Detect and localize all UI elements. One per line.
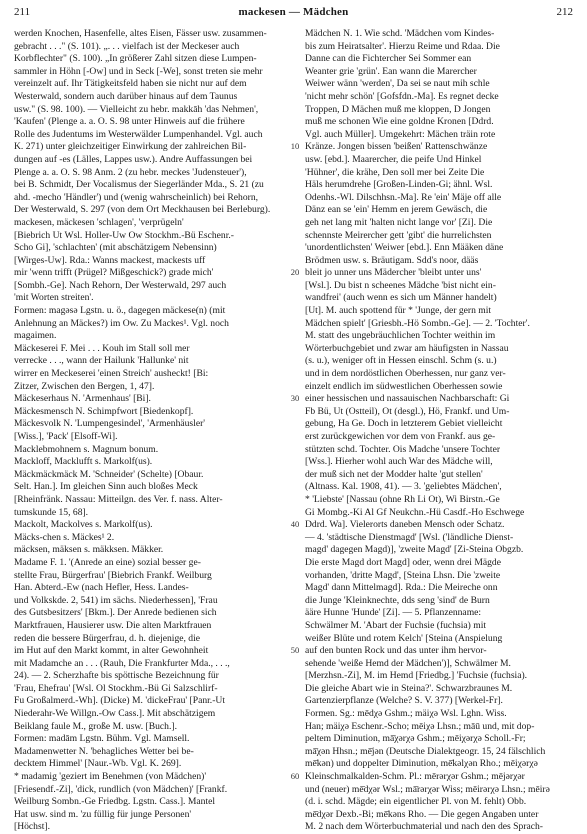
text-line: Danne can die Fichtercher Sei Sommer ean [305,53,472,65]
text-line: [Merzhsn.-Zi], M. im Hemd [Friedbg.] 'Fuchsie (fuchsia). [305,670,528,682]
text-line: mackesen, mäckesen 'schlagen', 'verprügeln' [14,216,184,228]
text-line: Weanter grie 'grün'. Ean wann die Marercher [305,65,477,77]
text-line: ahd. -mecho 'Händler') und (wenig wahrscheinlich) bei Rehorn, [14,191,259,203]
text-line: Madamenwetter N. 'behagliches Wetter bei be- [14,745,194,757]
text-line: K. 271) unter gleichzeitiger Einwirkung der zahlreichen Bil- [14,141,247,153]
text-line: Häls herumdrehe [Großen-Linden-Gi; ähnl. Wsl. [305,179,493,191]
text-line: und Volkskde. 2, 541) im sächs. Niederhessen], 'Frau [14,594,218,606]
text-line: Han. Abterd.-Ew (nach Hefler, Hess. Landes- [14,582,189,594]
text-line: Vgl. auch Müller]. Umgekehrt: Mächen träin rote [305,128,496,140]
text-line: Mädchen N. 1. Wie schd. 'Mädchen vom Kindes- [305,28,495,39]
text-line: Dänz ean se 'ein' Hemm en jerem Gewäsch, die [305,204,488,216]
text-line: 'mit Worten streiten'. [14,292,94,304]
text-line: einzelt endlich im südwestlichen Oberhessen sowie [305,380,503,392]
text-line: [Ut]. M. auch spottend für * 'Junge, der gern mit [305,305,492,317]
text-line: Formen. Sg.: mēdχә Gshm.; mäiχә Wsl. Lghn. Wiss. [305,708,507,720]
text-line: bis zum Heiratsalter'. Hierzu Reime und Rdaa. Die [305,40,500,52]
text-line: Marktfrauen, Hausierer usw. Die alten Marktfrauen [14,619,212,631]
text-line: Beiklang faule M., große M. usw. [Buch.]. [14,720,177,732]
text-line: Mäckesmensch N. Schimpfwort [Biedenkopf]. [14,405,194,417]
text-line: Hat usw. sind m. 'zu füllig für junge Personen' [14,808,192,820]
text-line: geh net lang mit 'halten nicht lange vor' [Zi]. Die [305,216,493,228]
text-line: Selt. Han.]. Im gleichen Sinn auch bloßes Meck [14,481,198,493]
text-line: Macklebmohnem s. Magnum bonum. [14,443,159,455]
text-line: Schwälmer M. 'Abart der Fuchsie (fuchsia) mit [305,619,487,631]
text-line: bleit jo unner uns Mädercher 'bleibt unter uns' [305,267,482,279]
page-header [14,6,573,24]
text-line: muß me schonen Wie eine goldne Kronen [Ddrd. [305,116,494,128]
text-line: Fb Bü, Ut (Ostteil), Ot (desgl.), Hö, Frankf. und Um- [305,405,510,417]
text-line: Han; mäiχә Eschenr.-Scho; mēiχә Lhsn.; māū und, mit dop- [305,720,535,732]
text-line: im Hut auf den Markt kommt, in alter Gewohnheit [14,645,209,657]
text-line: sammler in Höhn [-Ow] und in Seck [-We], sonst treten sie mehr [14,65,263,77]
text-line: Mäcks-chen s. Mäckes¹ 2. [14,531,115,543]
text-line: sehende 'weiße Hemd der Mädchen')], Schwälmer M. [305,657,511,669]
line-number: 60 [290,771,300,782]
text-line: mē̄dχәr Dexb.-Bi; mē̄kәns Rho. — Die gegen Angaben unter [305,808,539,820]
text-line: mit Madamche an . . . (Rauh, Die Frankfurter Mda., . . ., [14,657,230,669]
text-line: werden Knochen, Hasenfelle, altes Eisen, Fässer usw. zusammen- [14,28,267,39]
text-line: peltem Diminution, mā̄χәrχә Gshm.; mēiχәrχә Scholl.-Fr; [305,733,526,745]
text-line: Gi Mombg.-Ki Al Gf Neukchn.-Hü Casdf.-Ho Eschwege [305,506,525,518]
text-line: Rolle des Judentums im Westerwälder Lumpenhandel. Vgl. auch [14,128,263,140]
line-number: 20 [290,267,300,278]
text-line: verrecke . . ., wann der Hailunk 'Hallunke' nit [14,355,189,367]
page-number-left: 211 [14,6,31,18]
text-line: 'nicht mehr schön' [Gofsfdn.-Ma]. Es regnet decke [305,90,499,102]
text-line: Kränze. Jongen bissen 'beißen' Rattenschwänze [305,141,488,153]
line-number: 30 [290,393,300,404]
text-line: Mäckeserei F. Mei . . . Kouh im Stall soll mer [14,342,190,354]
text-line: [Wsl.]. Du bist n scheenes Mädche 'bist nicht ein- [305,279,496,291]
text-line: Scho Gi], 'schlachten' (mit abschätzigem Nebensinn) [14,242,217,254]
text-line: decktem Himmel' [Naur.-Wb. Vgl. K. 269]. [14,758,182,770]
text-line: auf den bunten Rock und das unter ihm hervor- [305,645,487,657]
line-number-gutter [287,28,303,790]
text-line: (d. i. schd. Mägde; ein eigentlicher Pl. von M. fehlt) Obb. [305,796,527,808]
text-line: der muß sich net der Modder halte 'gut stellen' [305,468,483,480]
text-line: [Friesendf.-Zi], 'dick, rundlich (von Mädchen)' [Frankf. [14,783,228,795]
text-line: usw. [ebd.]. Maarercher, die peife Und Hinkel [305,153,482,165]
text-line: Kleinschmalkalden-Schm. Pl.: mērәrχәr Gshm.; mējәrχәr [305,771,525,783]
text-line: dungen auf -es (Lälles, Lappes usw.). Andre Auffassungen bei [14,153,253,165]
text-line: Weilburg Sombn.-Ge Friedbg. Lgstn. Cass.]. Mantel [14,796,216,808]
text-line: Anlehnung an Mäckes?) im Ow. Zu Mackes¹. Vgl. noch [14,317,229,329]
text-line: [Höchst]. [14,821,50,833]
text-line: des Gutsbesitzers' [Bkm.]. Der Anrede bedienen sich [14,607,217,619]
text-line: mäcksen, mäksen s. mäkksen. Mäkker. [14,544,164,556]
text-line: Fu Großalmerd.-Wh]. (Dicke) M. 'dickeFrau' [Panr.-Ut [14,695,225,707]
text-line: stützten schd. Tochter. Ois Madche 'unsere Tochter [305,443,501,455]
text-line: und (neuer) mē̄dχәr Wsl.; mā̄rәrχәr Wiss; mēirәrχә Lhsn.; mēirә [305,783,550,795]
text-line: * 'Liebste' [Nassau (ohne Rh Li Ot), Wi Birstn.-Ge [305,493,500,505]
text-line: Plenge a. a. O. S. 98 Anm. 2 (zu hebr. meckes 'Judensteuer'), [14,166,247,178]
text-line: Brödmen usw. s. Bräutigam. Sdd's noor, dääs [305,254,479,266]
text-line: mir 'wenn trifft (Prügel? Mißgeschick?) grade mich' [14,267,214,279]
text-line: Der Westerwald, S. 297 (von dem Ort Meckhausen bei Berleburg). [14,204,271,216]
text-line: Westerwald, sondern auch darüber hinaus auf dem Taunus [14,90,238,102]
text-line: (s. u.), weniger oft in Hessen einschl. Schm (s. u.) [305,355,497,367]
text-line: 'Hühner', die krähe, Den soll mer bei Zeite Die [305,166,485,178]
text-line: Mäckeserhaus N. 'Armenhaus' [Bi]. [14,393,151,405]
text-line: stellte Frau, Bürgerfrau' [Biebrich Frankf. Weilburg [14,569,212,581]
text-line: 24). — 2. Scherzhafte bis spöttische Bezeichnung für [14,670,219,682]
text-line: weißer Blüte und rotem Kelch' [Steina (Anspielung [305,632,503,644]
text-line: schennste Meirercher gett 'gibt' die hurrelichsten [305,229,492,241]
text-line: M. 2 nach dem Wörterbuchmaterial und nach den des Sprach- [305,821,543,833]
text-line: magd' dagegen Magd)], 'zweite Magd' [Zi-Steina Obgzb. [305,544,524,556]
text-line: Mackloff, Macklufft s. Markolf(us). [14,456,153,468]
text-line: mē̄kәn) und doppelter Diminution, mē̄kәlχәn Rho.; mēiχәrχә [305,758,538,770]
text-line: Zitzer, Zwischen den Bergen, 1, 47]. [14,380,155,392]
text-line: Korbflechter" (S. 100). „In größerer Zahl sitzen diese Lumpen- [14,53,257,65]
line-number: 50 [290,645,300,656]
running-head: mackesen — Mädchen [238,6,349,18]
text-line: und in dem nordöstlichen Oberhessen, nur ganz ver- [305,368,506,380]
text-line: mā̄χәn Hhsn.; mē̄jәn (Deutsche Dialektgeogr. 15, 24 fälschlich [305,745,546,757]
page-number-right: 212 [556,6,573,18]
text-line: [Wiss.], 'Pack' [Elsoff-Wi]. [14,431,118,442]
text-line: bei B. Schmidt, Der Vocalismus der Siegerländer Mda., S. 21 (zu [14,179,264,191]
text-line: 'Kaufen' (Plenge a. a. O. S. 98 unter Hinweis auf die frühere [14,116,245,128]
text-line: wirrer en Meckeserei 'einen Streich' ausheckt! [Bi: [14,368,209,380]
left-column [14,28,282,833]
text-line: reden die bessere Bürgerfrau, d. h. diejenige, die [14,632,201,644]
text-line: ääre Hunne 'Hunde' [Zi]. — 5. Pflanzenname: [305,607,482,619]
text-line: Die erste Magd dort Magd] oder, wenn drei Mägde [305,556,501,568]
line-number: 40 [290,519,300,530]
text-line: Niederahr-We Willgn.-Ow Cass.]. Mit abschätzigem [14,708,216,720]
text-line: [Biebrich Ut Wsl. Holler-Uw Ow Stockhm.-Bü Eschenr.- [14,229,234,241]
line-number: 10 [290,141,300,152]
text-line: (Altnass. Kal. 1908, 41). — 3. 'geliebtes Mädchen', [305,481,502,493]
text-line: Formen: madām Lgstn. Bühm. Vgl. Mamsell. [14,733,190,745]
text-line: wandfrei' (auch wenn es sich um Männer handelt) [305,292,497,304]
text-line: vereinzelt auf. Ihr Tätigkeitsfeld haben sie nicht nur auf dem [14,78,247,90]
text-line: Mädchen spielt' [Griesbh.-Hö Sombn.-Ge]. — 2. 'Tochter'. [305,317,530,329]
text-line: die Junge 'Kleinknechte, dds seng 'sind' de Burn [305,594,490,606]
text-line: einer hessischen und nassauischen Nachbarschaft: Gi [305,393,510,405]
text-line: Troppen, D Mächen muß me kloppen, D Jongen [305,103,491,115]
right-column [305,28,573,833]
text-line: usw." (S. 98. 100). — Vielleicht zu hebr. makkāh 'das Nehmen', [14,103,259,115]
text-line: Weiwer wänn 'werden', Da sei se naut mih schle [305,78,490,90]
text-line: [Rheinfränk. Nassau: Mitteilgn. des Ver. f. nass. Alter- [14,493,223,505]
text-line: Die gleiche Abart wie in Steina?'. Schwarzbraunes M. [305,682,513,694]
text-line: Wörterbuchgebiet und zwar am häufigsten in Nassau [305,342,509,354]
text-line: erst zurückgewichen vor dem von Frankf. aus ge- [305,431,496,442]
text-line: Mäckesvolk N. 'Lumpengesindel', 'Armenhäusler' [14,418,206,430]
text-line: vorhanden, 'dritte Magd', [Steina Lhsn. Die 'zweite [305,569,501,581]
text-line: Mäckmäckmäck M. 'Schneider' (Schelte) [Obaur. [14,468,204,480]
text-line: magaimen. [14,330,57,342]
text-line: gebracht . . ." (S. 101). „. . . vielfach ist der Meckeser auch [14,40,240,52]
text-line: [Sombh.-Ge]. Nach Rehorn, Der Westerwald, 297 auch [14,279,227,291]
text-line: [Wirges-Uw]. Rda.: Wanns mackest, mackests uff [14,254,206,266]
text-line: Gartenzierpflanze (Welche? S. V. 377) [Werkel-Fr]. [305,695,503,707]
text-line: Magd' dann Mittelmagd]. Rda.: Die Meireche onn [305,582,498,594]
text-line: 'Frau, Ehefrau' [Wsl. Ol Stockhm.-Bü Gi Salzschlirf- [14,682,218,694]
text-line: Odenhs.-Wl. Dilschhsn.-Ma]. Re 'ein' Mäje off alle [305,191,502,203]
text-line: Formen: magәsә Lgstn. u. ö., dagegen mäckese(n) (mit [14,305,226,317]
text-line: — 4. 'städtische Dienstmagd' [Wsl. ('ländliche Dienst- [305,531,514,543]
text-line: [Wss.]. Hierher wohl auch War des Mädche will, [305,456,493,468]
text-line: gebung, Ha Ge. Doch in letzterem Gebiet vielleicht [305,418,503,430]
text-line: tumskunde 15, 68]. [14,506,89,518]
text-line: Madame F. 1. '(Anrede an eine) sozial besser ge- [14,556,201,568]
text-line: Ddrd. Wa]. Vielerorts daneben Mensch oder Schatz. [305,519,505,531]
text-line: M. statt des ungebräuchlichen Tochter weithin im [305,330,496,342]
text-line: * madamig 'geziert im Benehmen (von Mädchen)' [14,771,207,783]
text-line: Mackolt, Mackolves s. Markolf(us). [14,519,153,531]
text-line: 'unordentlichsten' Weiwer [ebd.]. Enn Määken däne [305,242,504,254]
